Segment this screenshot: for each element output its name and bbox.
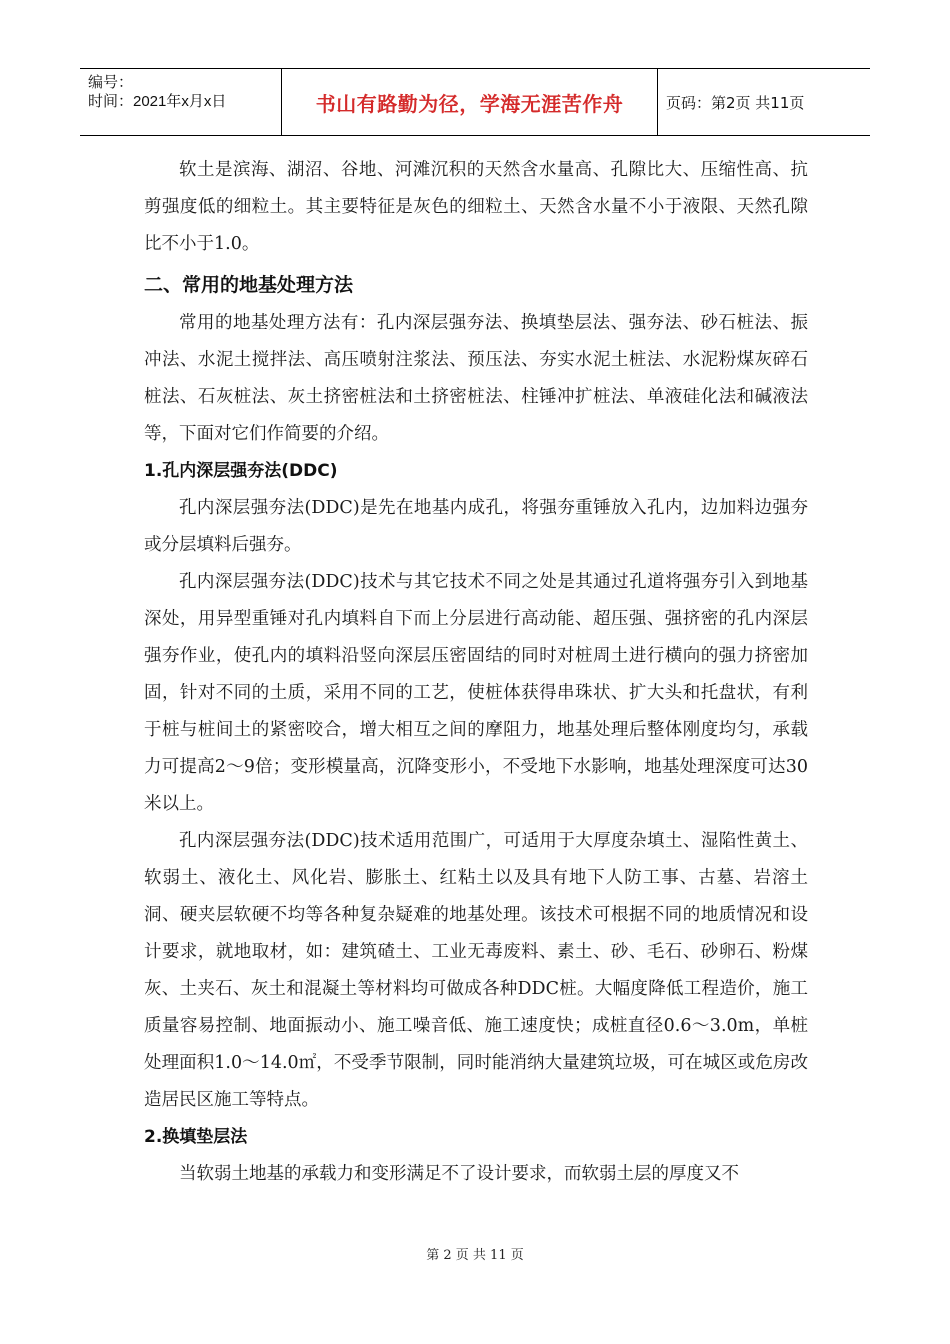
document-body (144, 152, 808, 1193)
header-motto: 书山有路勤为径，学海无涯苦作舟 (282, 69, 658, 135)
time-label: 时间：2021年x月x日 (88, 93, 227, 110)
header-page-info: 页码：第2页 共11页 (666, 93, 805, 112)
paragraph-ddc-intro: 孔内深层强夯法(DDC)是先在地基内成孔，将强夯重锤放入孔内，边加料边强夯或分层填料后强夯。 (144, 498, 808, 555)
paragraph-soft-soil: 软土是滨海、湖沼、谷地、河滩沉积的天然含水量高、孔隙比大、压缩性高、抗剪强度低的细粒土。其主要特征是灰色的细粒土、天然含水量不小于液限、天然孔隙比不小于1.0。 (144, 160, 808, 254)
number-label: 编号： (88, 74, 134, 91)
header-meta (80, 69, 282, 135)
subheading-replacement: 2.换填垫层法 (144, 1127, 248, 1147)
paragraph-replacement: 当软弱土地基的承载力和变形满足不了设计要求，而软弱土层的厚度又不 (179, 1164, 739, 1184)
page-header (80, 68, 870, 136)
subheading-ddc: 1.孔内深层强夯法(DDC) (144, 461, 338, 481)
page-footer: 第 2 页 共 11 页 (426, 1248, 524, 1263)
paragraph-ddc-scope: 孔内深层强夯法(DDC)技术适用范围广，可适用于大厚度杂填土、湿陷性黄土、软弱土、液化土、风化岩、膨胀土、红粘土以及具有地下人防工事、古墓、岩溶土洞、硬夹层软硬不均等各种复杂疑难的地基处理。该技术可根据不同的地质情况和设计要求，就地取材，如：建筑碴土、工业无毒废料、素土、砂、毛石、砂卵石、粉煤灰、土夹石、灰土和混凝土等材料均可做成各种DDC桩。大幅度降低工程造价，施工质量容易控制、地面振动小、施工噪音低、施工速度快；成桩直径0.6～3.0m，单桩处理面积1.0～14.0㎡，不受季节限制，同时能消纳大量建筑垃圾，可在城区或危房改造居民区施工等特点。 (144, 831, 808, 1110)
paragraph-methods-list: 常用的地基处理方法有：孔内深层强夯法、换填垫层法、强夯法、砂石桩法、振冲法、水泥土搅拌法、高压喷射注浆法、预压法、夯实水泥土桩法、水泥粉煤灰碎石桩法、石灰桩法、灰土挤密桩法和土挤密桩法、柱锤冲扩桩法、单液硅化法和碱液法等，下面对它们作简要的介绍。 (144, 313, 808, 444)
paragraph-ddc-technique: 孔内深层强夯法(DDC)技术与其它技术不同之处是其通过孔道将强夯引入到地基深处，用异型重锤对孔内填料自下而上分层进行高动能、超压强、强挤密的孔内深层强夯作业，使孔内的填料沿竖向深层压密固结的同时对桩周土进行横向的强力挤密加固，针对不同的土质，采用不同的工艺，使桩体获得串珠状、扩大头和托盘状，有利于桩与桩间土的紧密咬合，增大相互之间的摩阻力，地基处理后整体刚度均匀，承载力可提高2～9倍；变形模量高，沉降变形小，不受地下水影响，地基处理深度可达30米以上。 (144, 572, 808, 814)
section-heading-methods: 二、常用的地基处理方法 (144, 274, 354, 296)
